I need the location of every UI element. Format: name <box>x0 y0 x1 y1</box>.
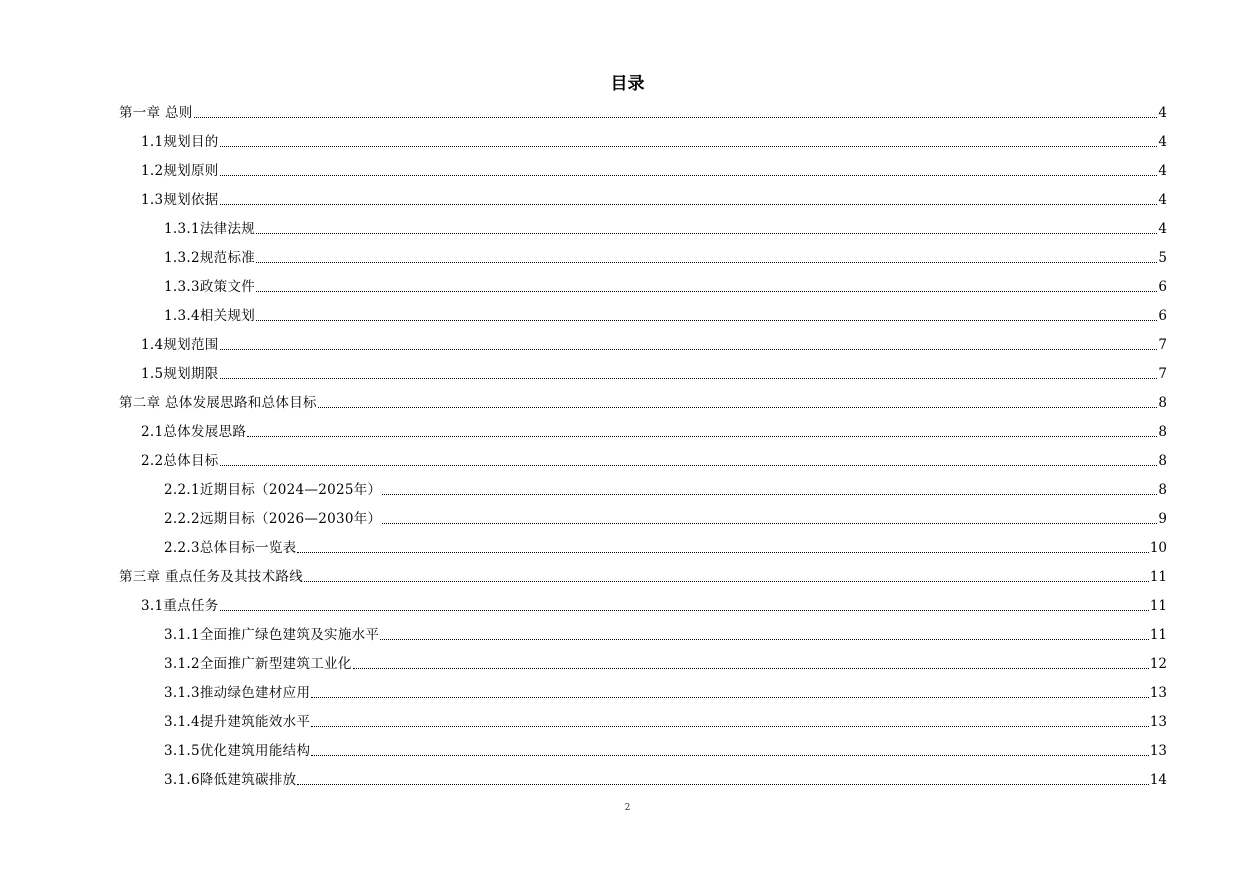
toc-entry[interactable] <box>164 760 1167 789</box>
toc-dot-leader <box>382 494 1157 495</box>
toc-entry-page-number: 8 <box>1158 424 1167 440</box>
toc-entry[interactable] <box>164 267 1167 296</box>
toc-entry-label: 3.1.1全面推广绿色建筑及实施水平 <box>164 627 380 643</box>
toc-entry[interactable] <box>164 673 1167 702</box>
toc-entry-label: 1.2规划原则 <box>141 163 219 179</box>
toc-entry-label: 第三章 重点任务及其技术路线 <box>119 569 303 585</box>
toc-dot-leader <box>220 146 1158 147</box>
toc-entry-page-number: 11 <box>1149 598 1167 614</box>
toc-entry-label: 3.1.4提升建筑能效水平 <box>164 714 311 730</box>
toc-entry-label: 2.2总体目标 <box>141 453 219 469</box>
toc-title: 目录 <box>610 74 645 94</box>
toc-entry-label: 1.3.2规范标准 <box>164 250 256 266</box>
toc-entry[interactable] <box>164 238 1167 267</box>
toc-entry-page-number: 11 <box>1149 627 1167 643</box>
toc-dot-leader <box>220 465 1158 466</box>
toc-entry[interactable] <box>164 644 1167 673</box>
toc-entry-label: 1.3.4相关规划 <box>164 308 256 324</box>
toc-entry-page-number: 6 <box>1158 308 1167 324</box>
toc-entry[interactable] <box>141 325 1167 354</box>
toc-entry[interactable] <box>164 702 1167 731</box>
toc-dot-leader <box>220 175 1158 176</box>
toc-entry-label: 1.4规划范围 <box>141 337 219 353</box>
toc-entry-label: 2.1总体发展思路 <box>141 424 247 440</box>
toc-dot-leader <box>247 436 1157 437</box>
toc-entry-page-number: 8 <box>1158 395 1167 411</box>
toc-entry[interactable] <box>119 93 1167 122</box>
toc-entry-label: 1.1规划目的 <box>141 134 219 150</box>
toc-entry-label: 3.1.2全面推广新型建筑工业化 <box>164 656 352 672</box>
toc-entry-page-number: 4 <box>1158 134 1167 150</box>
toc-entry[interactable] <box>141 441 1167 470</box>
toc-entry[interactable] <box>164 470 1167 499</box>
toc-entry-label: 第一章 总则 <box>119 105 193 121</box>
toc-entry[interactable] <box>141 151 1167 180</box>
toc-dot-leader <box>256 291 1157 292</box>
toc-dot-leader <box>220 349 1158 350</box>
toc-entry[interactable] <box>141 122 1167 151</box>
toc-entry[interactable] <box>119 383 1167 412</box>
toc-entry-label: 第二章 总体发展思路和总体目标 <box>119 395 317 411</box>
toc-dot-leader <box>353 668 1149 669</box>
toc-entry-label: 2.2.3总体目标一览表 <box>164 540 297 556</box>
toc-entry-label: 3.1.6降低建筑碳排放 <box>164 772 297 788</box>
toc-dot-leader <box>311 726 1149 727</box>
toc-entry-page-number: 7 <box>1158 337 1167 353</box>
toc-dot-leader <box>220 378 1158 379</box>
toc-dot-leader <box>256 233 1157 234</box>
toc-dot-leader <box>256 320 1157 321</box>
toc-entry-page-number: 8 <box>1158 453 1167 469</box>
toc-entry-label: 2.2.2远期目标（2026—2030年） <box>164 511 382 527</box>
toc-entry[interactable] <box>141 586 1167 615</box>
toc-entry-page-number: 4 <box>1158 221 1167 237</box>
toc-entry-page-number: 4 <box>1158 163 1167 179</box>
toc-entry-page-number: 4 <box>1158 192 1167 208</box>
toc-dot-leader <box>318 407 1158 408</box>
toc-dot-leader <box>382 523 1157 524</box>
toc-entry[interactable] <box>164 615 1167 644</box>
toc-entry-page-number: 13 <box>1149 685 1167 701</box>
toc-entry-page-number: 14 <box>1149 772 1167 788</box>
toc-dot-leader <box>220 204 1158 205</box>
toc-entry[interactable] <box>164 209 1167 238</box>
toc-entry-page-number: 5 <box>1158 250 1167 266</box>
toc-entry-label: 3.1.3推动绿色建材应用 <box>164 685 311 701</box>
toc-entry-page-number: 8 <box>1158 482 1167 498</box>
toc-entry-page-number: 10 <box>1149 540 1167 556</box>
toc-entry-label: 1.5规划期限 <box>141 366 219 382</box>
toc-entry-label: 1.3.1法律法规 <box>164 221 256 237</box>
toc-entry-page-number: 7 <box>1158 366 1167 382</box>
toc-entry-label: 2.2.1近期目标（2024—2025年） <box>164 482 382 498</box>
toc-dot-leader <box>304 581 1149 582</box>
toc-entry-label: 3.1重点任务 <box>141 598 219 614</box>
toc-dot-leader <box>194 117 1158 118</box>
toc-dot-leader <box>297 784 1148 785</box>
toc-entry-page-number: 13 <box>1149 714 1167 730</box>
toc-entry-label: 1.3.3政策文件 <box>164 279 256 295</box>
toc-dot-leader <box>380 639 1149 640</box>
toc-entry-page-number: 9 <box>1158 511 1167 527</box>
toc-entry[interactable] <box>141 412 1167 441</box>
toc-entry[interactable] <box>119 557 1167 586</box>
toc-entry[interactable] <box>164 731 1167 760</box>
toc-entry-page-number: 13 <box>1149 743 1167 759</box>
toc-entry[interactable] <box>164 528 1167 557</box>
toc-entry-page-number: 11 <box>1149 569 1167 585</box>
toc-entry-page-number: 12 <box>1149 656 1167 672</box>
toc-dot-leader <box>311 697 1149 698</box>
toc-entry-label: 3.1.5优化建筑用能结构 <box>164 743 311 759</box>
toc-dot-leader <box>220 610 1149 611</box>
toc-entry[interactable] <box>141 354 1167 383</box>
toc-dot-leader <box>311 755 1149 756</box>
toc-entry[interactable] <box>141 180 1167 209</box>
toc-entry-page-number: 6 <box>1158 279 1167 295</box>
toc-entry-page-number: 4 <box>1158 105 1167 121</box>
toc-dot-leader <box>297 552 1148 553</box>
toc-entry[interactable] <box>164 499 1167 528</box>
toc-entry-label: 1.3规划依据 <box>141 192 219 208</box>
toc-dot-leader <box>256 262 1157 263</box>
page-number-footer: 2 <box>624 803 631 813</box>
toc-entry[interactable] <box>164 296 1167 325</box>
